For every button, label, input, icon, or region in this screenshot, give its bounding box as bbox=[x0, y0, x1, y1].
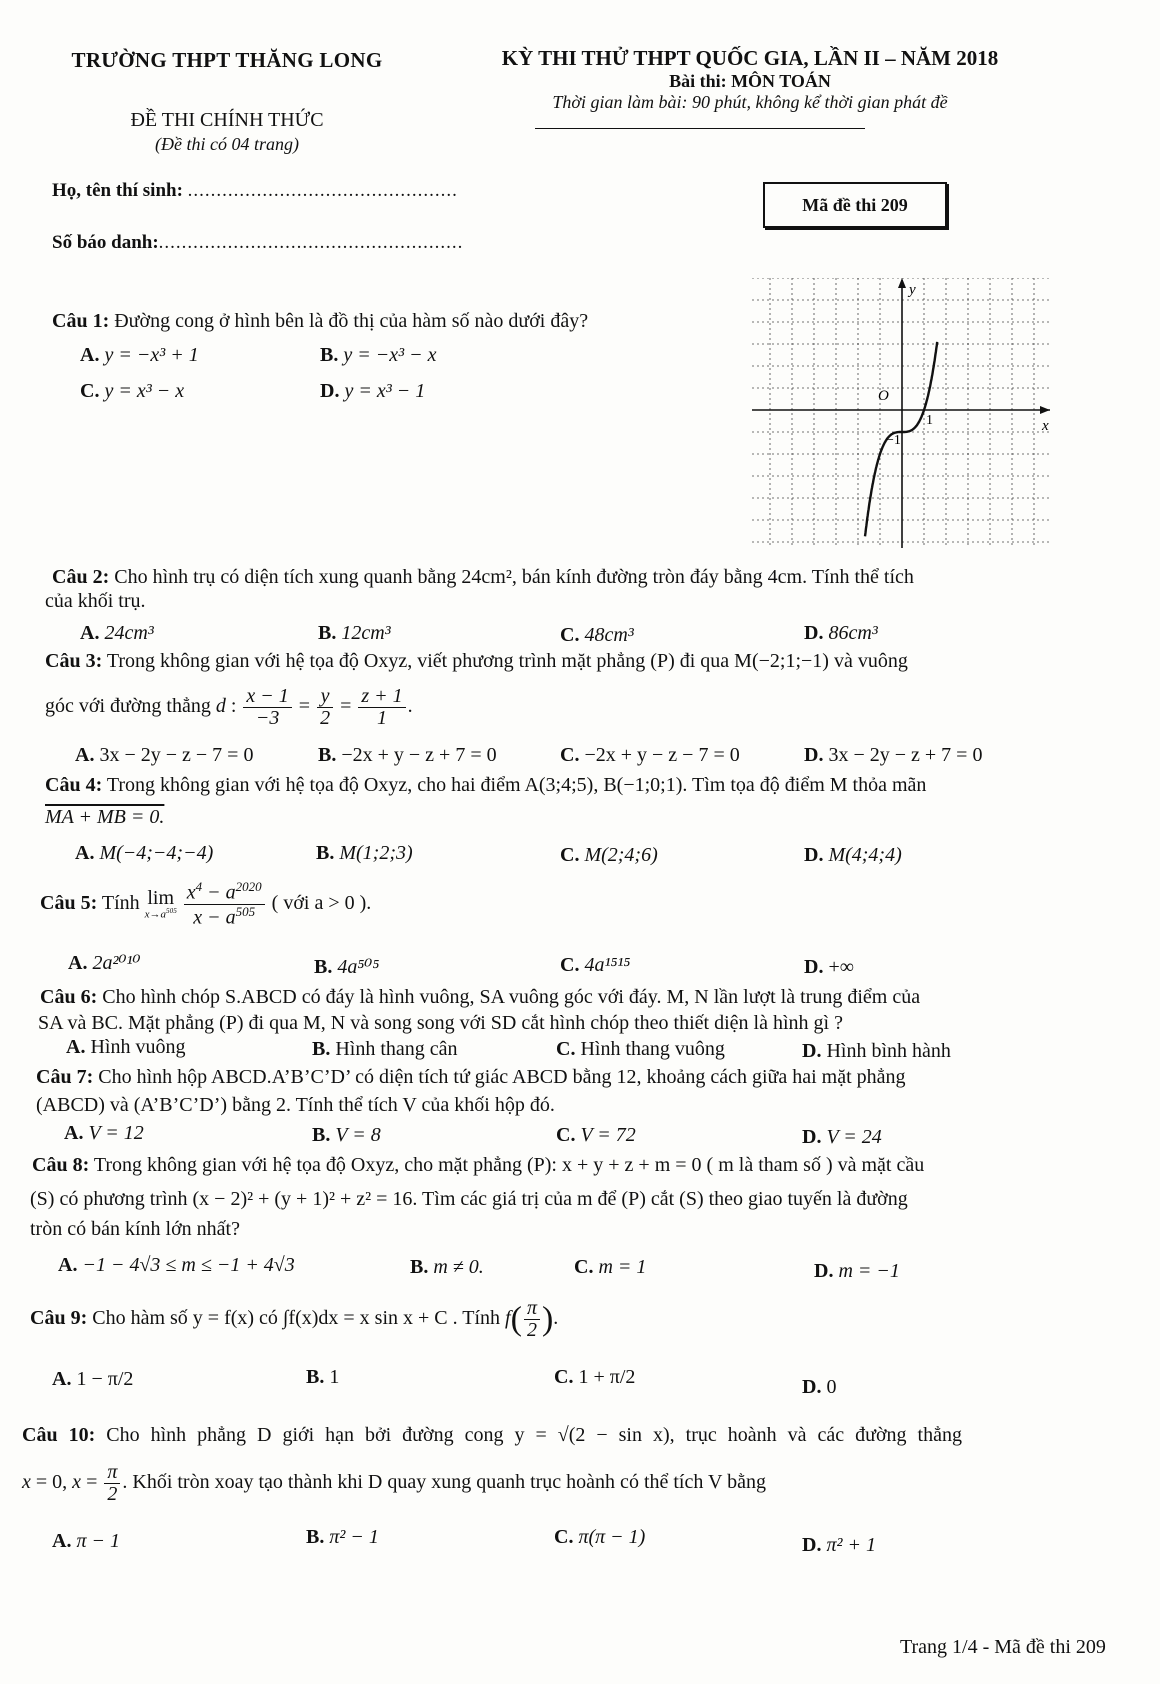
q1-option-a[interactable] bbox=[80, 344, 199, 367]
option-letter: B. bbox=[306, 1526, 325, 1548]
candidate-id-label: Số báo danh: bbox=[52, 232, 159, 253]
question-text-cont: góc với đường thẳng bbox=[45, 695, 216, 718]
option-letter: C. bbox=[560, 624, 580, 646]
option-letter: C. bbox=[560, 844, 580, 866]
option-letter: C. bbox=[556, 1038, 576, 1060]
option-letter: B. bbox=[316, 842, 335, 864]
option-letter: D. bbox=[802, 1376, 822, 1398]
option-letter: C. bbox=[554, 1366, 574, 1388]
option-text: y = −x³ + 1 bbox=[104, 344, 199, 366]
option-letter: A. bbox=[52, 1368, 72, 1390]
question-10 bbox=[22, 1424, 962, 1447]
y-axis-arrow-icon bbox=[898, 278, 906, 288]
option-letter: C. bbox=[560, 744, 580, 766]
q2-option-c[interactable] bbox=[560, 624, 634, 647]
option-text: 24cm³ bbox=[104, 622, 154, 644]
option-letter: D. bbox=[804, 956, 824, 978]
option-text: π(π − 1) bbox=[578, 1526, 646, 1548]
q9-option-c[interactable] bbox=[554, 1366, 635, 1389]
question-2 bbox=[52, 566, 914, 589]
school-name: TRƯỜNG THPT THĂNG LONG bbox=[71, 48, 383, 72]
option-text: 12cm³ bbox=[341, 622, 391, 644]
pages-note: (Đề thi có 04 trang) bbox=[155, 134, 299, 154]
q3-option-c[interactable] bbox=[560, 744, 740, 767]
option-letter: C. bbox=[554, 1526, 574, 1548]
option-text: −2x + y − z − 7 = 0 bbox=[584, 744, 740, 766]
question-number: Câu 1: bbox=[52, 310, 110, 332]
option-text: Hình vuông bbox=[90, 1036, 186, 1058]
option-letter: C. bbox=[560, 954, 580, 976]
option-letter: D. bbox=[320, 380, 340, 402]
question-3-line2: góc với đường thẳng d : $\frac{x - 1}{-3}$ = $\frac{y}{2}$ = $\frac{z + 1}{1}$ . bbox=[45, 685, 413, 729]
q6-option-c[interactable] bbox=[556, 1038, 725, 1061]
x-axis-label: x bbox=[1042, 418, 1049, 434]
question-number: Câu 6: bbox=[40, 986, 98, 1008]
question-condition: ( với a > 0 ). bbox=[271, 891, 372, 914]
option-letter: A. bbox=[68, 952, 88, 974]
question-text: Tính bbox=[101, 891, 140, 914]
option-letter: B. bbox=[306, 1366, 325, 1388]
option-text: V = 72 bbox=[580, 1124, 636, 1146]
candidate-name-label: Họ, tên thí sinh: bbox=[52, 180, 183, 201]
option-text: M(2;4;6) bbox=[584, 844, 658, 866]
q5-option-c[interactable] bbox=[560, 954, 630, 977]
official-label: ĐỀ THI CHÍNH THỨC bbox=[130, 109, 324, 131]
q4-option-d[interactable] bbox=[804, 844, 902, 867]
q7-option-d[interactable] bbox=[802, 1126, 882, 1149]
option-text: 1 − π/2 bbox=[76, 1368, 134, 1390]
question-text: Cho hình chóp S.ABCD có đáy là hình vuông, SA vuông góc với đáy. M, N lần lượt là trung điểm của bbox=[102, 986, 921, 1008]
option-text: V = 24 bbox=[826, 1126, 882, 1148]
q4-option-a[interactable] bbox=[75, 842, 213, 865]
q5-option-d[interactable] bbox=[804, 956, 854, 979]
option-text: 48cm³ bbox=[584, 624, 634, 646]
question-text-cont: của khối trụ. bbox=[45, 590, 146, 612]
q7-option-c[interactable] bbox=[556, 1124, 636, 1147]
option-letter: A. bbox=[80, 344, 100, 366]
option-letter: D. bbox=[814, 1260, 834, 1282]
q2-option-d[interactable] bbox=[804, 622, 878, 645]
question-text: Cho hàm số y = f(x) có ∫f(x)dx = x sin x + C . Tính bbox=[92, 1307, 506, 1330]
option-text: 1 + π/2 bbox=[578, 1366, 636, 1388]
option-letter: D. bbox=[804, 744, 824, 766]
option-letter: A. bbox=[52, 1530, 72, 1552]
question-text: Đường cong ở hình bên là đồ thị của hàm số nào dưới đây? bbox=[114, 310, 589, 332]
option-text: Hình thang cân bbox=[335, 1038, 458, 1060]
option-text: V = 8 bbox=[335, 1124, 381, 1146]
question-text-cont: . Khối tròn xoay tạo thành khi D quay xung quanh trục hoành có thể tích V bằng bbox=[122, 1471, 766, 1494]
option-text: 4a¹⁵¹⁵ bbox=[584, 954, 631, 976]
option-text: V = 12 bbox=[88, 1122, 144, 1144]
question-5: Câu 5: Tính lim $x\to a^{505}$ $\frac{x^4 - a^{2020}}{x - a^{505}}$ ( với a > 0 ). bbox=[40, 879, 372, 929]
q8-option-c[interactable] bbox=[574, 1256, 646, 1279]
question-10-line2: x = 0, x = $\frac{\pi}{2}$ . Khối tròn xoay tạo thành khi D quay xung quanh trục hoành có thể tích V bằng bbox=[22, 1461, 766, 1505]
option-text: y = −x³ − x bbox=[343, 344, 437, 366]
question-8 bbox=[32, 1154, 924, 1177]
question-text: Trong không gian với hệ tọa độ Oxyz, viết phương trình mặt phẳng (P) đi qua M(−2;1;−1) và vuông bbox=[106, 650, 908, 672]
question-text-cont: (S) có phương trình (x − 2)² + (y + 1)² + z² = 16. Tìm các giá trị của m để (P) cắt (S) theo giao tuyến là đường bbox=[30, 1188, 908, 1210]
subject-label: Bài thi: MÔN TOÁN bbox=[669, 71, 831, 91]
page-footer: Trang 1/4 - Mã đề thi 209 bbox=[900, 1636, 1106, 1658]
option-letter: A. bbox=[66, 1036, 86, 1058]
question-number: Câu 8: bbox=[32, 1154, 90, 1176]
option-letter: B. bbox=[320, 344, 339, 366]
option-text: −2x + y − z + 7 = 0 bbox=[341, 744, 497, 766]
option-letter: D. bbox=[802, 1126, 822, 1148]
q4-option-b[interactable] bbox=[316, 842, 413, 865]
option-letter: C. bbox=[574, 1256, 594, 1278]
q1-option-d[interactable] bbox=[320, 380, 425, 403]
question-text: Cho hình trụ có diện tích xung quanh bằng 24cm², bán kính đường tròn đáy bằng 4cm. Tính thể tích bbox=[114, 566, 914, 588]
option-text: m = −1 bbox=[838, 1260, 900, 1282]
option-text: −1 − 4√3 ≤ m ≤ −1 + 4√3 bbox=[82, 1254, 295, 1276]
q6-option-d[interactable] bbox=[802, 1040, 951, 1063]
option-text: 1 bbox=[329, 1366, 340, 1388]
q3-option-b[interactable] bbox=[318, 744, 497, 767]
q10-option-d[interactable] bbox=[802, 1534, 876, 1557]
option-text: 3x − 2y − z − 7 = 0 bbox=[99, 744, 254, 766]
q9-option-d[interactable] bbox=[802, 1376, 836, 1399]
option-letter: A. bbox=[75, 842, 95, 864]
question-number: Câu 5: bbox=[40, 891, 98, 914]
option-text: Hình bình hành bbox=[826, 1040, 951, 1062]
option-letter: B. bbox=[410, 1256, 429, 1278]
q9-option-b[interactable] bbox=[306, 1366, 339, 1389]
q7-option-a[interactable] bbox=[64, 1122, 144, 1145]
option-text: M(−4;−4;−4) bbox=[99, 842, 214, 864]
option-text: π² − 1 bbox=[329, 1526, 379, 1548]
question-9: Câu 9: Cho hàm số y = f(x) có ∫f(x)dx = x sin x + C . Tính f( $\frac{\pi}{2}$ ). bbox=[30, 1297, 559, 1341]
option-letter: B. bbox=[318, 622, 337, 644]
option-letter: D. bbox=[802, 1040, 822, 1062]
option-letter: D. bbox=[804, 844, 824, 866]
q7-option-b[interactable] bbox=[312, 1124, 381, 1147]
q10-option-b[interactable] bbox=[306, 1526, 379, 1549]
question-number: Câu 2: bbox=[52, 566, 110, 588]
option-text: y = x³ − 1 bbox=[344, 380, 426, 402]
header-left bbox=[62, 48, 392, 155]
q4-option-c[interactable] bbox=[560, 844, 658, 867]
question-6 bbox=[40, 986, 920, 1009]
option-text: 86cm³ bbox=[828, 622, 878, 644]
option-letter: C. bbox=[80, 380, 100, 402]
q3-option-d[interactable] bbox=[804, 744, 982, 767]
q10-option-a[interactable] bbox=[52, 1530, 120, 1553]
question-text: Cho hình hộp ABCD.A’B’C’D’ có diện tích tứ giác ABCD bằng 12, khoảng cách giữa hai mặt phẳng bbox=[98, 1066, 906, 1088]
question-text-cont: MA + MB = 0. bbox=[45, 806, 165, 828]
question-number: Câu 3: bbox=[45, 650, 103, 672]
option-text: y = x³ − x bbox=[104, 380, 185, 402]
question-number: Câu 9: bbox=[30, 1307, 88, 1330]
option-text: +∞ bbox=[828, 956, 854, 978]
x-tick-label: 1 bbox=[926, 413, 933, 428]
q2-option-a[interactable] bbox=[80, 622, 154, 645]
question-text: Trong không gian với hệ tọa độ Oxyz, cho hai điểm A(3;4;5), B(−1;0;1). Tìm tọa độ điểm M thỏa mãn bbox=[106, 774, 927, 796]
q5-option-b[interactable] bbox=[314, 954, 379, 979]
q3-option-a[interactable] bbox=[75, 744, 253, 767]
question-text: Trong không gian với hệ tọa độ Oxyz, cho mặt phẳng (P): x + y + z + m = 0 ( m là tham số ) và mặt cầu bbox=[93, 1154, 925, 1176]
q6-option-b[interactable] bbox=[312, 1038, 458, 1061]
option-text: M(1;2;3) bbox=[339, 842, 413, 864]
option-text: 0 bbox=[826, 1376, 837, 1398]
y-tick-label: −1 bbox=[886, 433, 901, 448]
cubic-graph-figure bbox=[752, 278, 1052, 548]
candidate-id-dots: ..................................................... bbox=[158, 232, 464, 253]
option-text: M(4;4;4) bbox=[828, 844, 902, 866]
question-3 bbox=[45, 650, 908, 673]
option-letter: A. bbox=[75, 744, 95, 766]
function-curve bbox=[865, 342, 937, 536]
origin-label: O bbox=[878, 388, 889, 404]
q6-option-a[interactable] bbox=[66, 1036, 185, 1059]
option-text: Hình thang vuông bbox=[580, 1038, 725, 1060]
question-number: Câu 4: bbox=[45, 774, 103, 796]
question-number: Câu 10: bbox=[22, 1424, 96, 1446]
q2-option-b[interactable] bbox=[318, 622, 391, 645]
option-text: m ≠ 0. bbox=[433, 1256, 484, 1278]
question-text-cont: SA và BC. Mặt phẳng (P) đi qua M, N và song song với SD cắt hình chóp theo thiết diện là hình gì ? bbox=[38, 1012, 843, 1034]
option-letter: D. bbox=[804, 622, 824, 644]
x-axis-arrow-icon bbox=[1040, 406, 1050, 414]
q8-option-a[interactable] bbox=[58, 1254, 295, 1277]
option-letter: A. bbox=[58, 1254, 78, 1276]
question-text: Cho hình phẳng D giới hạn bởi đường cong y = √(2 − sin x), trục hoành và các đường thẳng bbox=[106, 1424, 962, 1446]
q1-option-b[interactable] bbox=[320, 344, 436, 367]
option-text: 2a²⁰¹⁰ bbox=[92, 952, 141, 974]
question-number: Câu 7: bbox=[36, 1066, 94, 1088]
option-letter: C. bbox=[556, 1124, 576, 1146]
option-letter: A. bbox=[64, 1122, 84, 1144]
option-text: 3x − 2y − z + 7 = 0 bbox=[828, 744, 983, 766]
option-text: 4a⁵⁰⁵ bbox=[337, 956, 380, 978]
candidate-name-row bbox=[52, 180, 458, 202]
q1-option-c[interactable] bbox=[80, 380, 184, 403]
option-text: π² + 1 bbox=[826, 1534, 876, 1556]
option-text: m = 1 bbox=[598, 1256, 647, 1278]
question-4 bbox=[45, 774, 926, 797]
q5-option-a[interactable] bbox=[68, 950, 140, 975]
option-letter: B. bbox=[312, 1124, 331, 1146]
option-letter: B. bbox=[318, 744, 337, 766]
divider bbox=[535, 128, 865, 129]
candidate-name-dots: ............................................... bbox=[187, 180, 458, 201]
header-right bbox=[450, 46, 1050, 113]
q9-option-a[interactable] bbox=[52, 1368, 133, 1391]
question-7 bbox=[36, 1066, 906, 1089]
option-text: π − 1 bbox=[76, 1530, 120, 1552]
exam-code-box: Mã đề thi 209 bbox=[763, 182, 947, 228]
question-text-cont: tròn có bán kính lớn nhất? bbox=[30, 1218, 240, 1240]
y-axis-label: y bbox=[909, 282, 916, 298]
question-text-cont: (ABCD) và (A’B’C’D’) bằng 2. Tính thể tích V của khối hộp đó. bbox=[36, 1094, 555, 1116]
option-letter: D. bbox=[802, 1534, 822, 1556]
option-letter: B. bbox=[312, 1038, 331, 1060]
candidate-id-row bbox=[52, 232, 463, 254]
q8-option-d[interactable] bbox=[814, 1260, 900, 1283]
q10-option-c[interactable] bbox=[554, 1526, 645, 1549]
q8-option-b[interactable] bbox=[410, 1256, 484, 1279]
option-letter: A. bbox=[80, 622, 100, 644]
question-1 bbox=[52, 310, 588, 333]
exam-title: KỲ THI THỬ THPT QUỐC GIA, LẦN II – NĂM 2018 bbox=[501, 46, 999, 70]
time-note: Thời gian làm bài: 90 phút, không kể thời gian phát đề bbox=[552, 92, 948, 112]
option-letter: B. bbox=[314, 956, 333, 978]
